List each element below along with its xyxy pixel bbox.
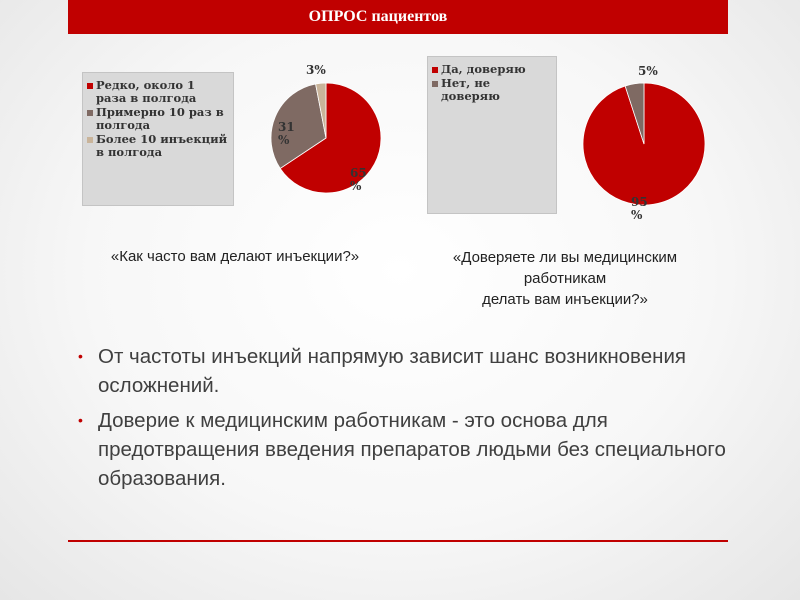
bullet-icon: • <box>78 348 83 364</box>
chart1-caption: «Как часто вам делают инъекции?» <box>110 248 360 265</box>
data-label: 5% <box>638 64 658 78</box>
chart2-caption-line: «Доверяете ли вы медицинским работникам <box>452 249 678 287</box>
legend-label: Да, доверяю <box>441 62 526 76</box>
chart2-caption-line: делать вам инъекции?» <box>482 291 648 308</box>
conclusion-text: От частоты инъекций напрямую зависит шанс возникновения осложнений. <box>98 345 686 397</box>
conclusion-text: Доверие к медицинским работникам - это основа для предотвращения введения препаратов людьми без специального образования. <box>98 409 726 490</box>
data-label: 31 % <box>278 120 295 147</box>
data-label: 65 % <box>350 166 367 193</box>
page-title: ОПРОС пациентов <box>308 8 448 25</box>
conclusion-item <box>78 406 728 493</box>
legend-label: Более 10 инъекций в полгода <box>96 132 228 159</box>
pie-chart-trust <box>583 83 705 205</box>
legend-label: Редко, около 1 раза в полгода <box>96 78 197 105</box>
chart2-caption <box>415 247 715 310</box>
bullet-icon: • <box>78 412 83 428</box>
legend-label: Примерно 10 раз в полгода <box>96 105 224 132</box>
conclusion-list <box>78 342 728 499</box>
bottom-divider <box>68 540 728 542</box>
data-label: 95 % <box>631 195 648 222</box>
data-label: 3% <box>306 63 326 77</box>
legend-label: Нет, не доверяю <box>441 76 500 103</box>
conclusion-item <box>78 342 728 400</box>
